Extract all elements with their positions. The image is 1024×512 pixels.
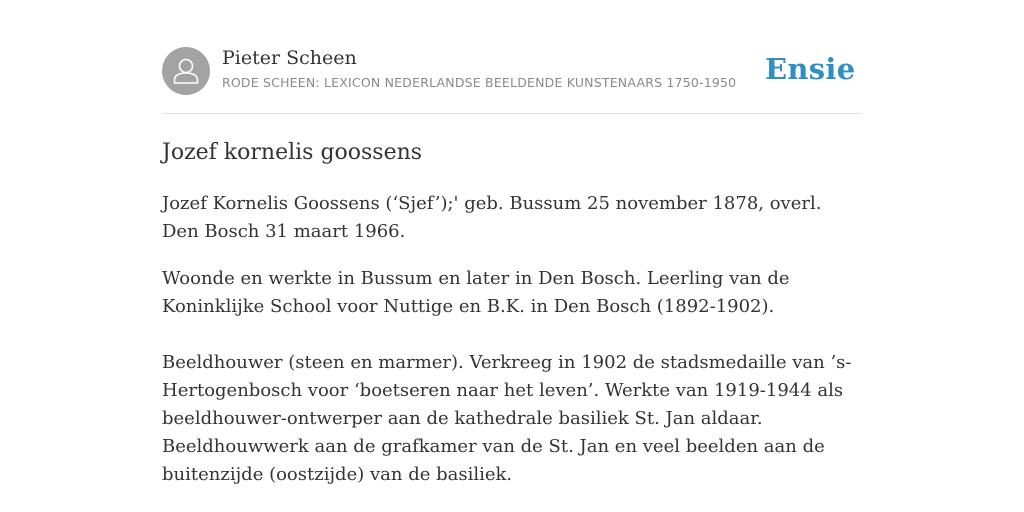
author-name[interactable]: Pieter Scheen (222, 47, 357, 69)
user-placeholder-icon (162, 47, 210, 95)
ensie-logo[interactable]: Ensie (765, 52, 856, 86)
author-avatar[interactable] (162, 47, 210, 95)
article-paragraph-2: Woonde en werkte in Bussum en later in Den Bosch. Leerling van de Koninklijke School voor Nuttige en B.K. in Den Bosch (1892-1902). (162, 268, 790, 317)
article-title: Jozef kornelis goossens (162, 140, 423, 165)
article-paragraph-1: Jozef Kornelis Goossens (‘Sjef’);' geb. Bussum 25 november 1878, overl. Den Bosch 31 maart 1966. (162, 193, 822, 242)
article-paragraph-3: Beeldhouwer (steen en marmer). Verkreeg in 1902 de stadsmedaille van ’s-Hertogenbosch voor ‘boetseren naar het leven’. Werkte van 1919-1944 als beeldhouwer-ontwerper aan de kathedrale basiliek St. Jan aldaar. Beeldhouwwerk aan de grafkamer van de St. Jan en veel beelden aan de buitenzijde (oostzijde) van de basiliek. (162, 352, 852, 485)
source-title[interactable]: RODE SCHEEN: LEXICON NEDERLANDSE BEELDENDE KUNSTENAARS 1750-1950 (222, 75, 737, 90)
header-divider (162, 113, 862, 114)
article-header (162, 47, 862, 95)
